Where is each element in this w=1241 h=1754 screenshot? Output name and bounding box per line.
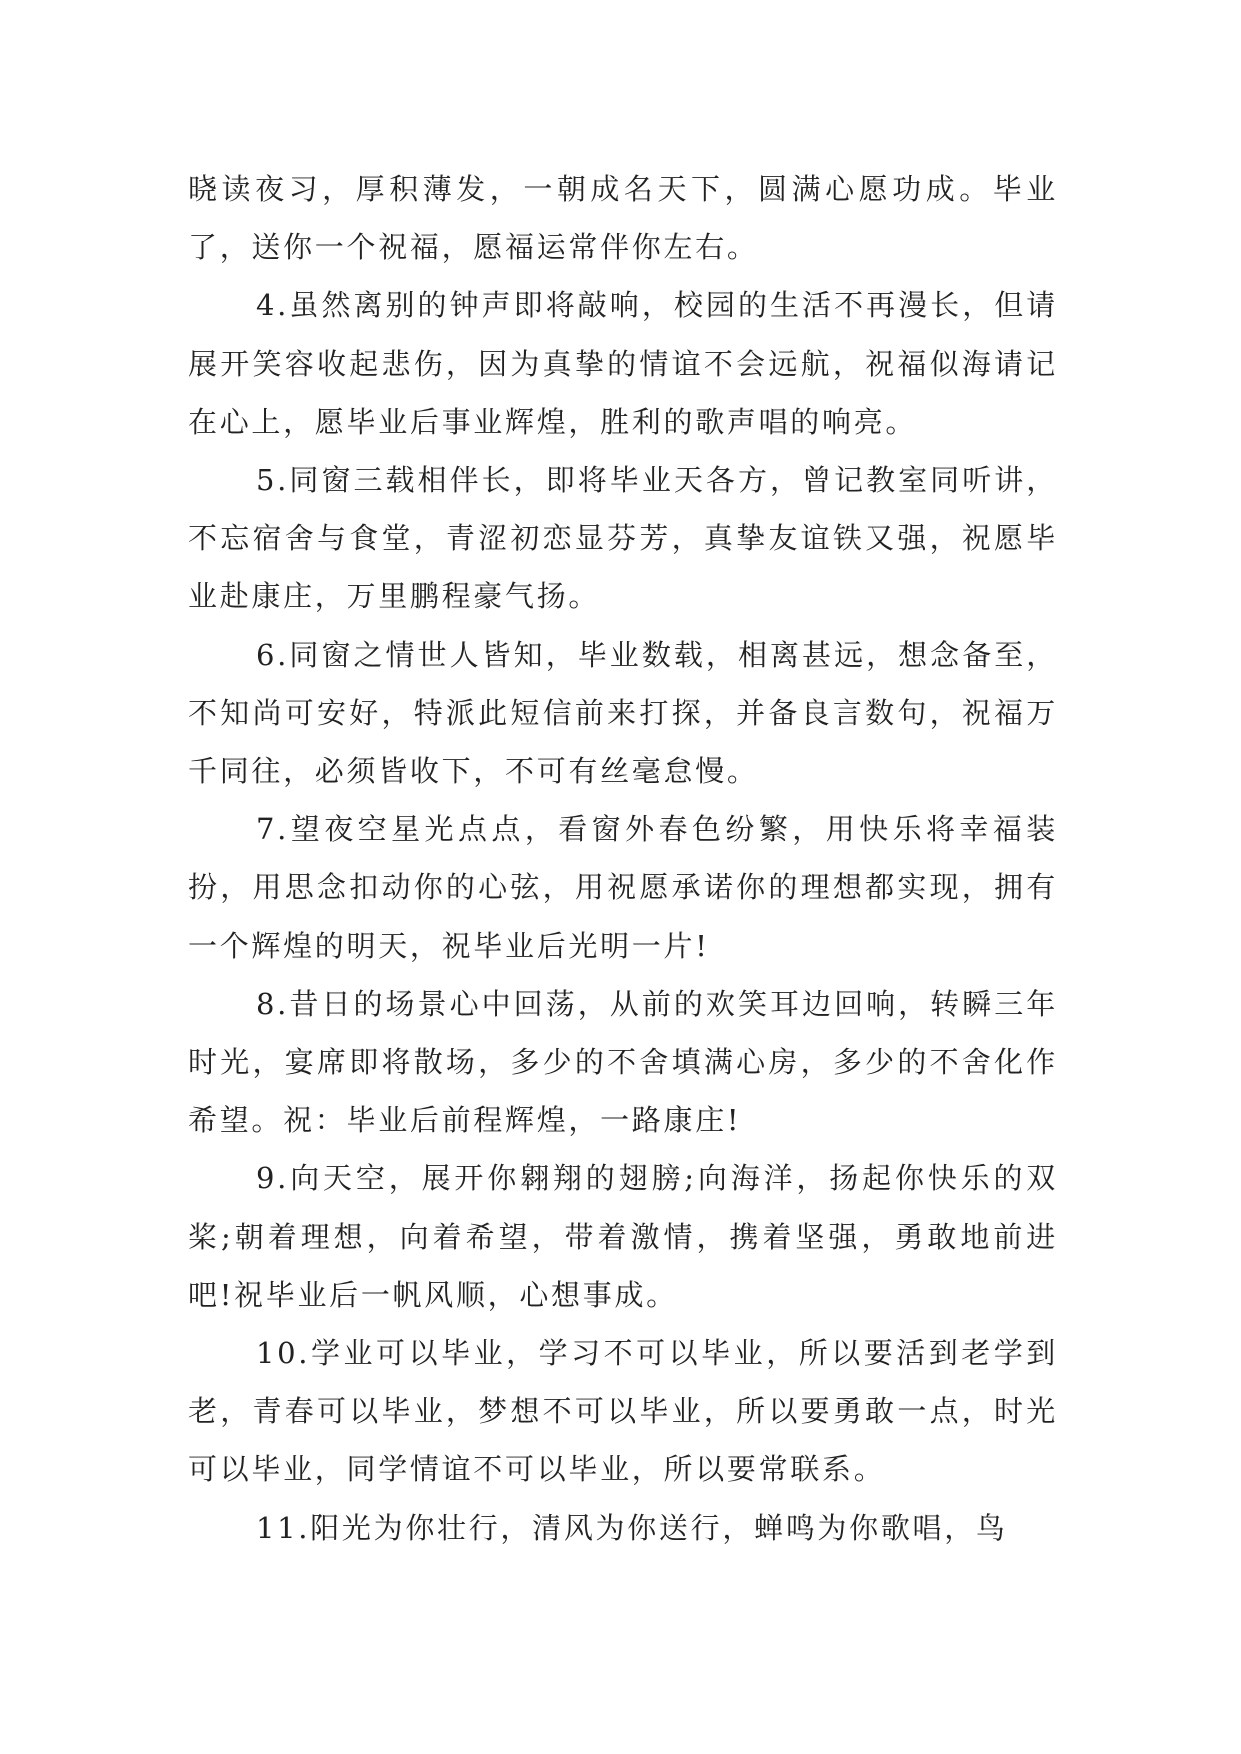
document-body <box>188 160 1058 1557</box>
paragraph-item-7: 7.望夜空星光点点，看窗外春色纷繁，用快乐将幸福装扮，用思念扣动你的心弦，用祝愿承诺你的理想都实现，拥有一个辉煌的明天，祝毕业后光明一片! <box>188 812 1058 963</box>
paragraph-item-9: 9.向天空，展开你翱翔的翅膀;向海洋，扬起你快乐的双桨;朝着理想，向着希望，带着激情，携着坚强，勇敢地前进吧!祝毕业后一帆风顺，心想事成。 <box>188 1161 1058 1312</box>
paragraph-item-8: 8.昔日的场景心中回荡，从前的欢笑耳边回响，转瞬三年时光，宴席即将散场，多少的不舍填满心房，多少的不舍化作希望。祝：毕业后前程辉煌，一路康庄! <box>188 986 1058 1138</box>
paragraph-item-5: 5.同窗三载相伴长，即将毕业天各方，曾记教室同听讲，不忘宿舍与食堂，青涩初恋显芬芳，真挚友谊铁又强，祝愿毕业赴康庄，万里鹏程豪气扬。 <box>188 463 1058 614</box>
paragraph-item-6: 6.同窗之情世人皆知，毕业数载，相离甚远，想念备至，不知尚可安好，特派此短信前来打探，并备良言数句，祝福万千同往，必须皆收下，不可有丝毫怠慢。 <box>188 637 1058 789</box>
paragraph-item-11: 11.阳光为你壮行，清风为你送行，蝉鸣为你歌唱，鸟 <box>256 1510 1008 1545</box>
paragraph-item-4: 4.虽然离别的钟声即将敲响，校园的生活不再漫长，但请展开笑容收起悲伤，因为真挚的情谊不会远航，祝福似海请记在心上，愿毕业后事业辉煌，胜利的歌声唱的响亮。 <box>188 288 1058 439</box>
paragraph-item-10: 10.学业可以毕业，学习不可以毕业，所以要活到老学到老，青春可以毕业，梦想不可以毕业，所以要勇敢一点，时光可以毕业，同学情谊不可以毕业，所以要常联系。 <box>188 1336 1058 1487</box>
paragraph-continuation: 晓读夜习，厚积薄发，一朝成名天下，圆满心愿功成。毕业了，送你一个祝福，愿福运常伴你左右。 <box>188 172 1058 265</box>
